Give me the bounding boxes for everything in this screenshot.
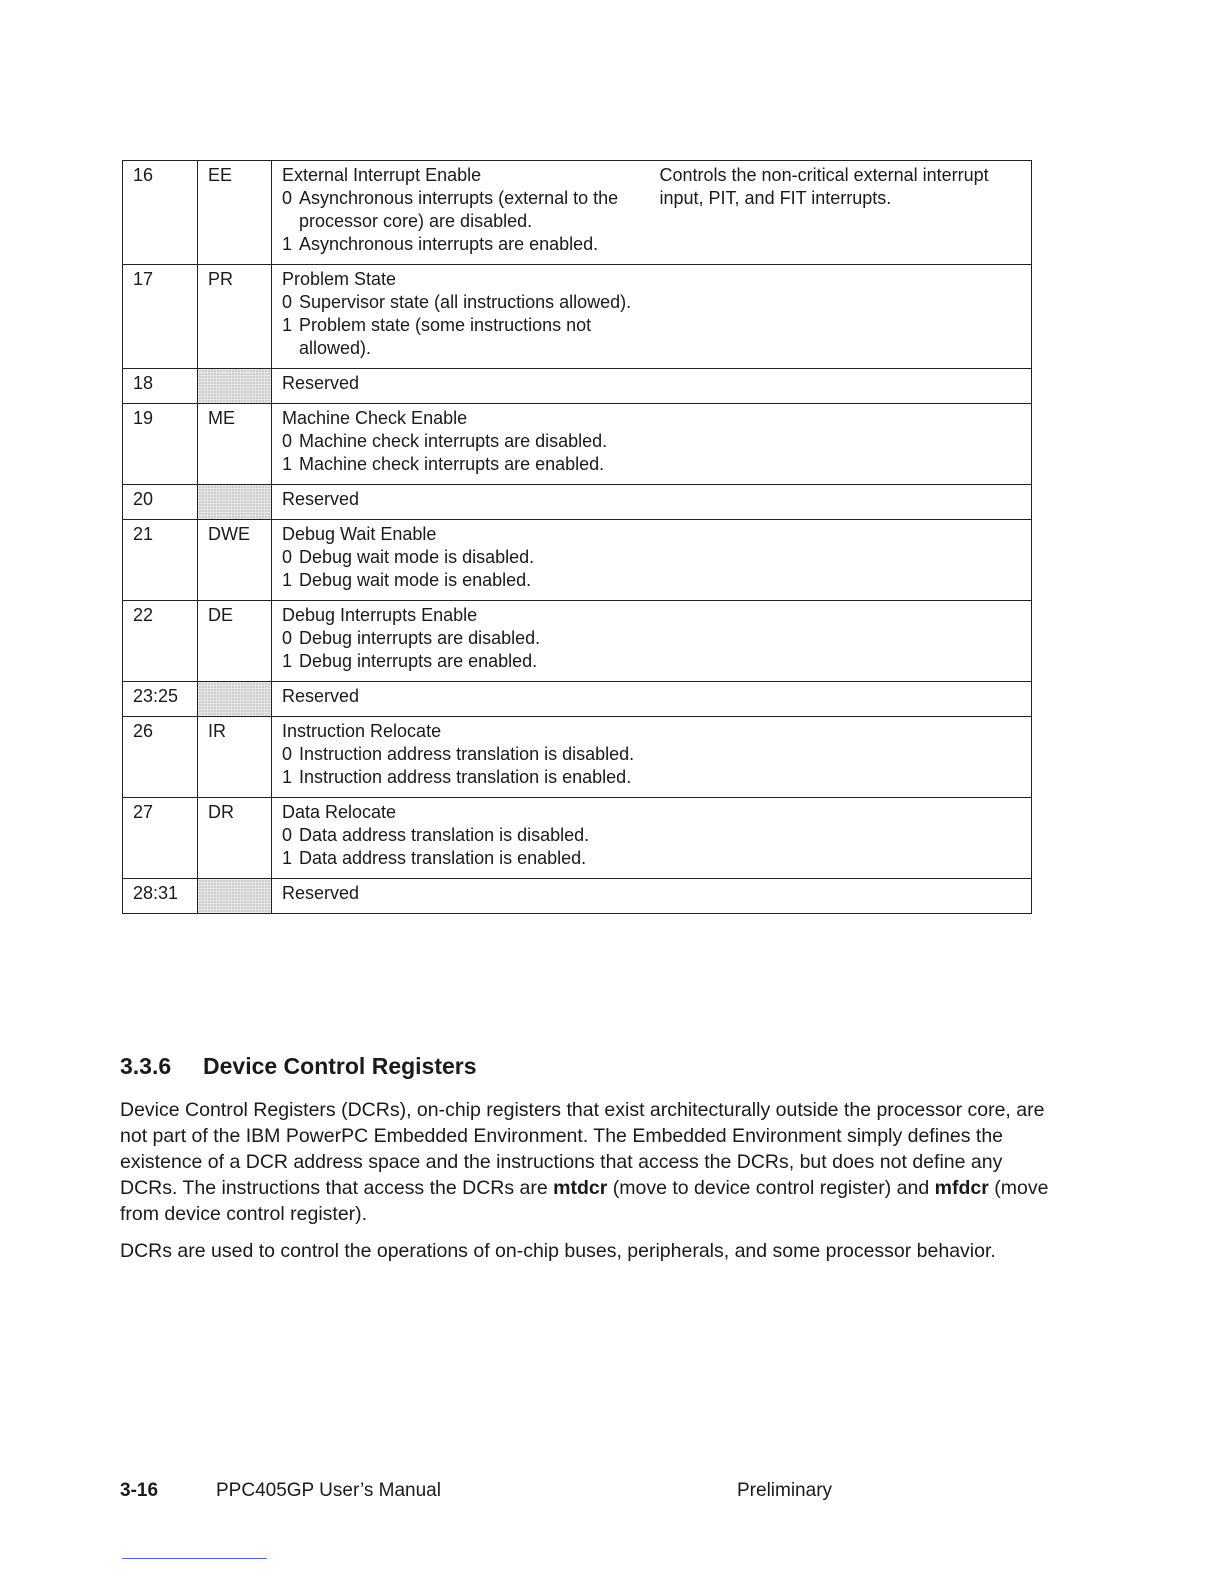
function-cell bbox=[272, 879, 650, 914]
paragraph-text: Device Control Registers (DCRs), on-chip registers that exist architecturally outside the processor core, are not part of the IBM PowerPC Embedded Environment. The Embedded Environment simply defines the existence of a DCR address space and the instructions that access the DCRs, but does not define any DCRs. The instructions that access the DCRs are bbox=[120, 1099, 1045, 1199]
option-text: Debug wait mode is enabled. bbox=[299, 570, 532, 590]
bit-range-cell: 17 bbox=[123, 265, 198, 369]
field-name-cell: DWE bbox=[198, 520, 272, 601]
option-line bbox=[282, 743, 640, 766]
field-name-cell bbox=[198, 682, 272, 717]
option-text: Debug interrupts are enabled. bbox=[299, 651, 538, 671]
bit-range-cell: 18 bbox=[123, 369, 198, 404]
function-title: Debug Interrupts Enable bbox=[282, 605, 478, 625]
option-text: Data address translation is enabled. bbox=[299, 848, 587, 868]
field-name-cell: PR bbox=[198, 265, 272, 369]
field-name-cell: DE bbox=[198, 601, 272, 682]
function-cell bbox=[272, 717, 650, 798]
description-cell bbox=[650, 265, 1032, 369]
option-line bbox=[282, 187, 640, 233]
footer-page-number: 3-16 bbox=[120, 1480, 159, 1501]
function-cell bbox=[272, 682, 650, 717]
table-row bbox=[123, 265, 1032, 369]
function-cell bbox=[272, 404, 650, 485]
dcr-intro-paragraph bbox=[120, 1097, 1055, 1227]
option-value: 0 bbox=[282, 825, 293, 845]
option-value: 1 bbox=[282, 315, 293, 335]
option-text: Debug interrupts are disabled. bbox=[299, 628, 541, 648]
option-line bbox=[282, 546, 640, 569]
function-title: Data Relocate bbox=[282, 802, 397, 822]
option-line bbox=[282, 650, 640, 673]
table-row bbox=[123, 798, 1032, 879]
table-row bbox=[123, 601, 1032, 682]
paragraph-text: (move from device control register). bbox=[120, 1177, 1049, 1225]
field-name-cell bbox=[198, 369, 272, 404]
bit-range-cell: 27 bbox=[123, 798, 198, 879]
field-name-cell: ME bbox=[198, 404, 272, 485]
table-row bbox=[123, 879, 1032, 914]
description-cell bbox=[650, 798, 1032, 879]
description-cell bbox=[650, 404, 1032, 485]
function-title: Reserved bbox=[282, 883, 360, 903]
option-line bbox=[282, 430, 640, 453]
function-title: Reserved bbox=[282, 686, 360, 706]
section-title: Device Control Registers bbox=[203, 1053, 477, 1079]
option-line bbox=[282, 766, 640, 789]
function-cell bbox=[272, 265, 650, 369]
function-cell bbox=[272, 798, 650, 879]
function-cell bbox=[272, 601, 650, 682]
option-text: Problem state (some instructions not allowed). bbox=[299, 315, 592, 358]
section-number: 3.3.6 bbox=[120, 1053, 172, 1079]
function-title: Debug Wait Enable bbox=[282, 524, 437, 544]
option-text: Data address translation is disabled. bbox=[299, 825, 590, 845]
table-row bbox=[123, 369, 1032, 404]
bit-range-cell: 16 bbox=[123, 161, 198, 265]
option-line bbox=[282, 291, 640, 314]
bit-range-cell: 20 bbox=[123, 485, 198, 520]
register-table-body bbox=[123, 161, 1032, 914]
option-line bbox=[282, 453, 640, 476]
function-title: Reserved bbox=[282, 373, 360, 393]
option-text: Debug wait mode is disabled. bbox=[299, 547, 535, 567]
description-cell bbox=[650, 682, 1032, 717]
option-value: 1 bbox=[282, 454, 293, 474]
function-title: Machine Check Enable bbox=[282, 408, 468, 428]
option-text: Machine check interrupts are disabled. bbox=[299, 431, 608, 451]
footer-manual-title: PPC405GP User’s Manual bbox=[216, 1480, 441, 1501]
option-text: Supervisor state (all instructions allowed). bbox=[299, 292, 632, 312]
function-cell bbox=[272, 485, 650, 520]
table-row bbox=[123, 485, 1032, 520]
mtdcr-instruction: mtdcr bbox=[553, 1177, 608, 1199]
paragraph-text: (move to device control register) and bbox=[607, 1177, 935, 1199]
option-text: Machine check interrupts are enabled. bbox=[299, 454, 605, 474]
function-cell bbox=[272, 520, 650, 601]
option-value: 1 bbox=[282, 570, 293, 590]
register-bit-table bbox=[122, 160, 1032, 914]
function-title: Instruction Relocate bbox=[282, 721, 442, 741]
option-text: Asynchronous interrupts are enabled. bbox=[299, 234, 599, 254]
option-line bbox=[282, 314, 640, 360]
option-value: 1 bbox=[282, 234, 293, 254]
option-value: 1 bbox=[282, 651, 293, 671]
option-value: 0 bbox=[282, 292, 293, 312]
mfdcr-instruction: mfdcr bbox=[934, 1177, 989, 1199]
function-cell bbox=[272, 369, 650, 404]
option-line bbox=[282, 569, 640, 592]
option-value: 0 bbox=[282, 188, 293, 208]
option-text: Instruction address translation is disabled. bbox=[299, 744, 635, 764]
option-value: 0 bbox=[282, 431, 293, 451]
footer-status: Preliminary bbox=[737, 1480, 833, 1501]
option-value: 0 bbox=[282, 744, 293, 764]
table-row bbox=[123, 717, 1032, 798]
option-text: Instruction address translation is enabled. bbox=[299, 767, 632, 787]
option-text: Asynchronous interrupts (external to the processor core) are disabled. bbox=[299, 188, 619, 231]
function-title: External Interrupt Enable bbox=[282, 165, 482, 185]
field-name-cell bbox=[198, 879, 272, 914]
footer-divider bbox=[122, 1558, 267, 1559]
field-name-cell: IR bbox=[198, 717, 272, 798]
description-cell bbox=[650, 717, 1032, 798]
description-cell bbox=[650, 601, 1032, 682]
table-row bbox=[123, 404, 1032, 485]
table-row bbox=[123, 520, 1032, 601]
description-cell bbox=[650, 520, 1032, 601]
function-title: Problem State bbox=[282, 269, 397, 289]
bit-range-cell: 23:25 bbox=[123, 682, 198, 717]
table-row bbox=[123, 161, 1032, 265]
function-title: Reserved bbox=[282, 489, 360, 509]
dcr-usage-paragraph: DCRs are used to control the operations of on-chip buses, peripherals, and some processor behavior. bbox=[120, 1240, 996, 1262]
section-heading bbox=[120, 1053, 477, 1080]
option-value: 0 bbox=[282, 547, 293, 567]
option-value: 1 bbox=[282, 848, 293, 868]
option-line bbox=[282, 847, 640, 870]
bit-range-cell: 22 bbox=[123, 601, 198, 682]
option-line bbox=[282, 824, 640, 847]
bit-range-cell: 28:31 bbox=[123, 879, 198, 914]
option-value: 0 bbox=[282, 628, 293, 648]
description-cell bbox=[650, 369, 1032, 404]
table-row bbox=[123, 682, 1032, 717]
option-line bbox=[282, 233, 640, 256]
option-line bbox=[282, 627, 640, 650]
bit-range-cell: 19 bbox=[123, 404, 198, 485]
option-value: 1 bbox=[282, 767, 293, 787]
function-cell bbox=[272, 161, 650, 265]
field-name-cell bbox=[198, 485, 272, 520]
description-cell: Controls the non-critical external interrupt input, PIT, and FIT interrupts. bbox=[650, 161, 1032, 265]
field-name-cell: EE bbox=[198, 161, 272, 265]
description-cell bbox=[650, 879, 1032, 914]
description-cell bbox=[650, 485, 1032, 520]
bit-range-cell: 21 bbox=[123, 520, 198, 601]
bit-range-cell: 26 bbox=[123, 717, 198, 798]
field-name-cell: DR bbox=[198, 798, 272, 879]
